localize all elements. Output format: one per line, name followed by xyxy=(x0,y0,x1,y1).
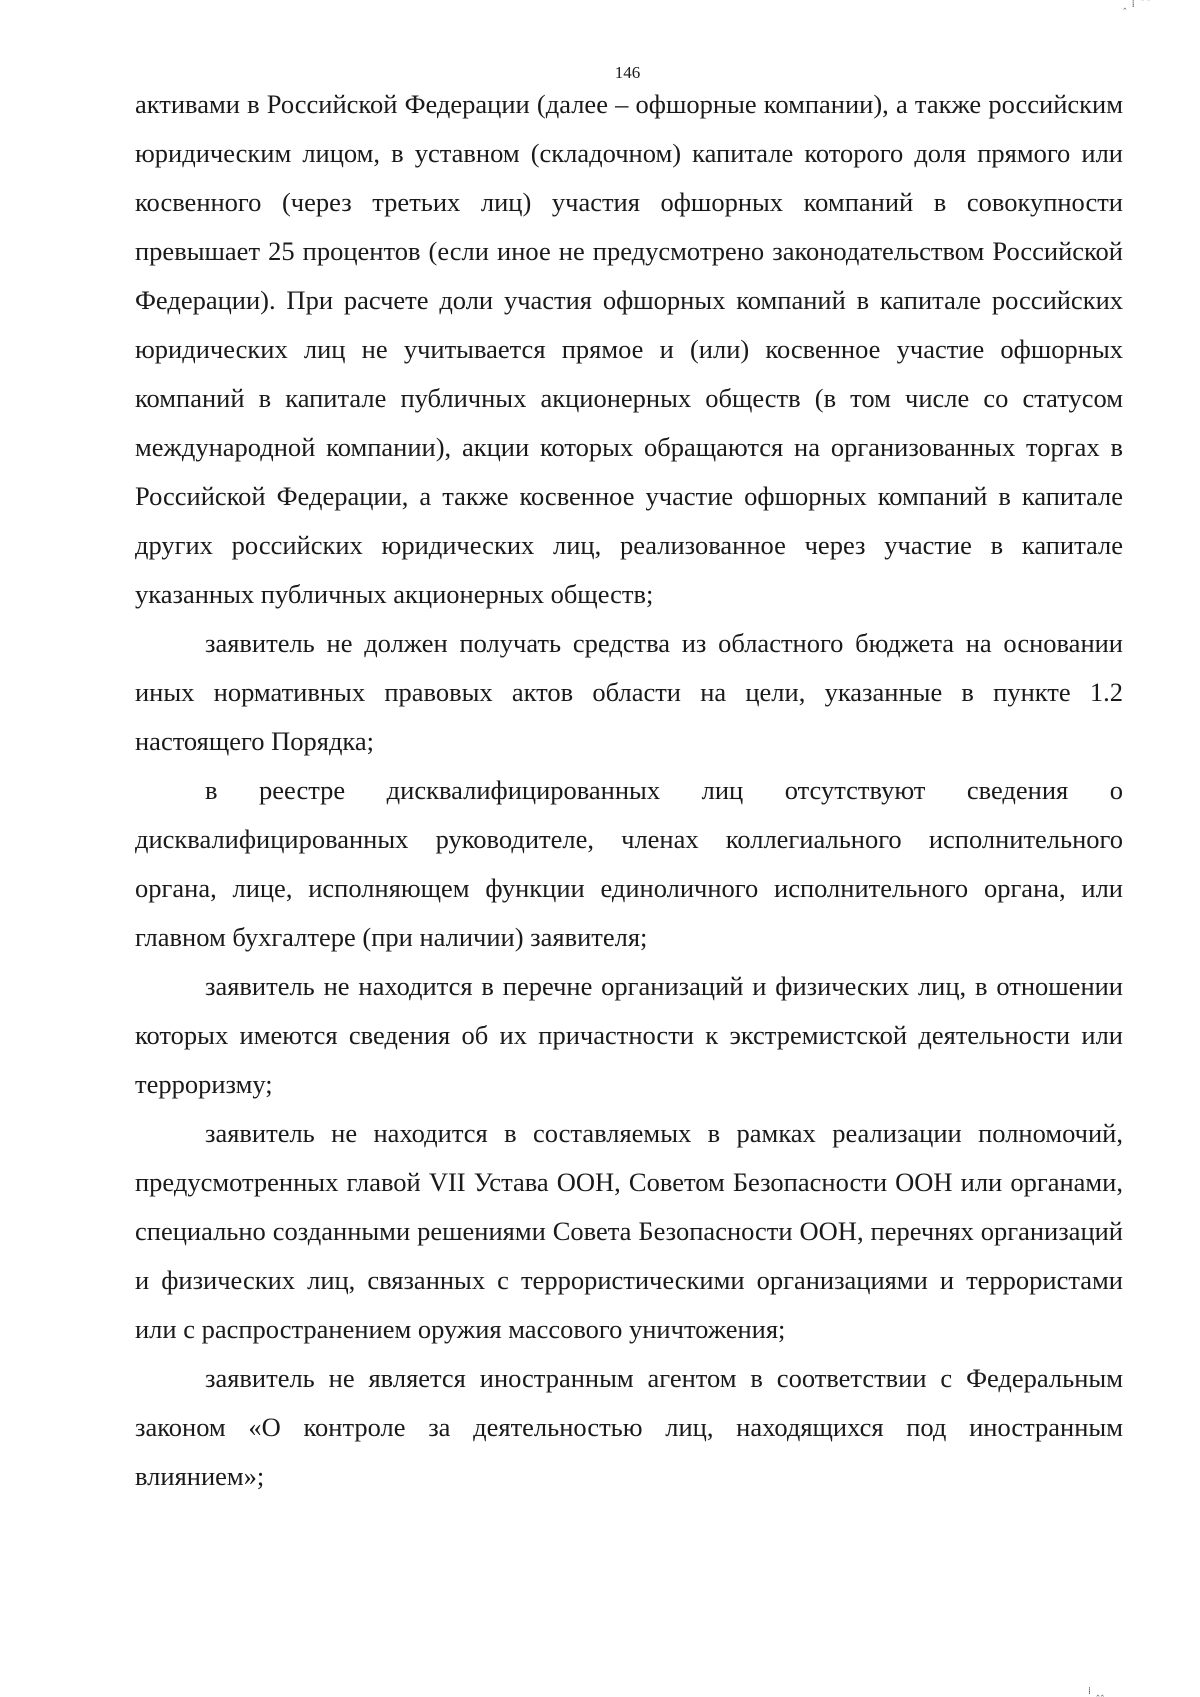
paragraph-un-sanctions: заявитель не находится в составляемых в рамках реализации полномочий, предусмотренных главой VII Устава ООН, Советом Безопасности ООН или органами, специально созданными решениями Совета Безопасности ООН, перечнях организаций и физических лиц, связанных с террористическими организациями и террористами или с распространением оружия массового уничтожения; xyxy=(135,1118,1123,1344)
paragraph-offshore-continuation: активами в Российской Федерации (далее – офшорные компании), а также российским юридическим лицом, в уставном (складочном) капитале которого доля прямого или косвенного (через третьих лиц) участия офшорных компаний в совокупности превышает 25 процентов (если иное не предусмотрено законодательством Российской Федерации). При расчете доли участия офшорных компаний в капитале российских юридических лиц не учитывается прямое и (или) косвенное участие офшорных компаний в капитале публичных акционерных обществ (в том числе со статусом международной компании), акции которых обращаются на организованных торгах в Российской Федерации, а также косвенное участие офшорных компаний в капитале других российских юридических лиц, реализованное через участие в капитале указанных публичных акционерных обществ; xyxy=(135,89,1123,609)
paragraph-budget-funds: заявитель не должен получать средства из областного бюджета на основании иных нормативных правовых актов области на цели, указанные в пункте 1.2 настоящего Порядка; xyxy=(135,628,1123,756)
paragraph-foreign-agent: заявитель не является иностранным агентом в соответствии с Федеральным законом «О контроле за деятельностью лиц, находящихся под иностранным влиянием»; xyxy=(135,1363,1123,1491)
scan-edge-mark: ⁞ ‸‸ xyxy=(1087,1686,1105,1697)
document-body xyxy=(135,80,1123,1501)
paragraph-extremism-list: заявитель не находится в перечне организаций и физических лиц, в отношении которых имеются сведения об их причастности к экстремистской деятельности или терроризму; xyxy=(135,971,1123,1099)
paragraph-disqualified-persons: в реестре дисквалифицированных лиц отсутствуют сведения о дисквалифицированных руководителе, членах коллегиального исполнительного органа, лице, исполняющем функции единоличного исполнительного органа, или главном бухгалтере (при наличии) заявителя; xyxy=(135,775,1123,952)
scan-edge-mark: ‸ ⁞ ¯¯ xyxy=(1123,0,1152,10)
page-number: 146 xyxy=(614,63,641,82)
